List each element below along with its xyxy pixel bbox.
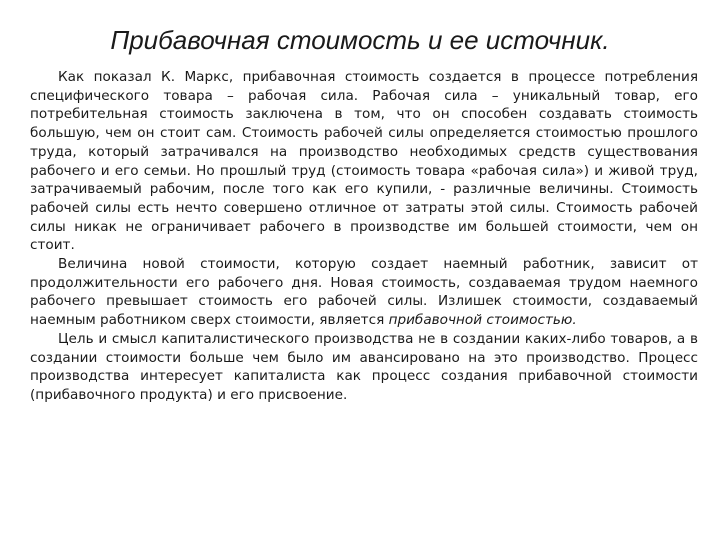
slide-title: Прибавочная стоимость и ее источник. [110,25,610,55]
paragraph-3 [30,330,698,405]
paragraph-1 [30,68,698,255]
paragraph-3-text: Цель и смысл капиталистического производства не в создании каких-либо товаров, а в создании стоимости больше чем было им авансировано на это производство. Процесс производства интересует капиталиста как процесс создания прибавочной стоимости (прибавочного продукта) и его присвоение. [30,330,698,403]
paragraph-2-emphasis: прибавочной стоимостью. [388,312,577,329]
paragraph-2 [30,255,698,330]
paragraph-1-text: Как показал К. Маркс, прибавочная стоимость создается в процессе потребления специфического товара – рабочая сила. Рабочая сила – уникальный товар, его потребительная стоимость заключена в том, что он способен создавать стоимость большую, чем он стоит сам. Стоимость рабочей силы определяется стоимостью прошлого труда, который затрачивался на производство необходимых средств существования рабочего и его семьи. Но прошлый труд (стоимость товара «рабочая сила») и живой труд, затрачиваемый рабочим, после того как его купили, - различные величины. Стоимость рабочей силы есть нечто совершено отличное от затраты этой силы. Стоимость рабочей силы никак не ограничивает рабочего в производстве им большей стоимости, чем он стоит. [30,69,698,254]
paragraph-2-text: Величина новой стоимости, которую создает наемный работник, зависит от продолжительности его рабочего дня. Новая стоимость, создаваемая трудом наемного рабочего превышает стоимость его рабочей силы. Излишек стоимости, создаваемый наемным работником сверх стоимости, является [30,256,698,329]
body-text [30,68,698,405]
